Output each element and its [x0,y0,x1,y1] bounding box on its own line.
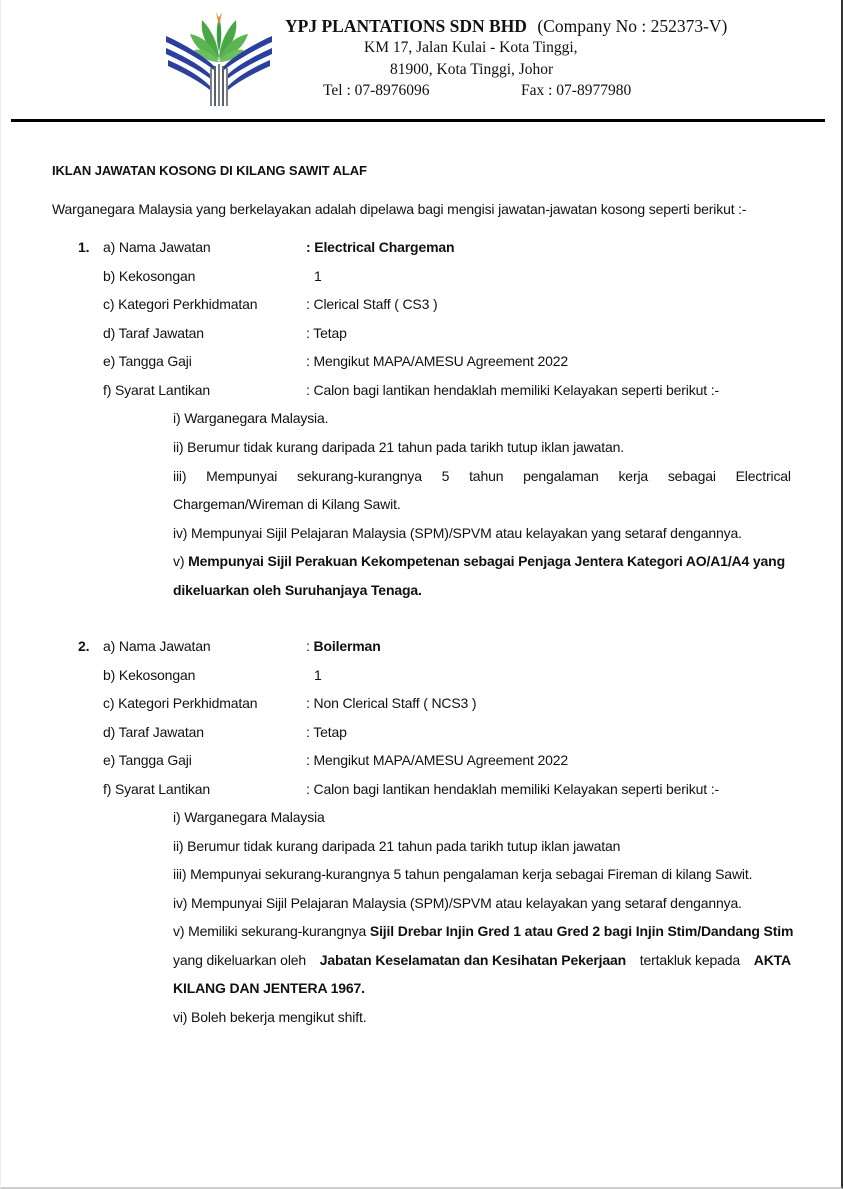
position-number: 1. [78,239,90,255]
requirement-text: tertakluk kepada [639,952,741,968]
requirement-continuation [173,952,791,968]
ypj-leaf-logo-icon [164,6,274,106]
field-value-salary: : Mengikut MAPA/AMESU Agreement 2022 [306,752,569,768]
requirement-item [173,553,785,569]
requirement-prefix: v) Memiliki sekurang-kurangnya [173,923,370,939]
requirement-item: ii) Berumur tidak kurang daripada 21 tahun pada tarikh tutup iklan jawatan [173,838,621,854]
requirement-word: 5 [441,468,450,484]
requirement-word: Mempunyai [206,468,278,484]
requirement-word: pengalaman [523,468,599,484]
requirement-bold-text: Mempunyai Sijil Perakuan Kekompetenan sebagai Penjaga Jentera Kategori AO/A1/A4 yang [188,553,785,569]
requirement-word: sekurang-kurangnya [296,468,422,484]
requirement-item: iv) Mempunyai Sijil Pelajaran Malaysia (SPM)/SPVM atau kelayakan yang setaraf dengannya. [173,895,742,911]
requirement-item: iii) Mempunyai sekurang-kurangnya 5 tahun pengalaman kerja sebagai Fireman di kilang Sawit. [173,866,753,882]
field-label: a) Nama Jawatan [103,239,211,255]
requirement-item: i) Warganegara Malaysia [173,809,325,825]
field-label: c) Kategori Perkhidmatan [103,695,258,711]
header-divider [11,119,825,122]
requirement-item: i) Warganegara Malaysia. [173,410,329,426]
requirement-word: tahun [469,468,504,484]
requirement-item [173,923,793,939]
requirement-bold-text: Sijil Drebar Injin Gred 1 atau Gred 2 bagi Injin Stim/Dandang Stim [369,923,794,939]
field-value-job-title: : Electrical Chargeman [306,239,455,255]
requirement-continuation: Chargeman/Wireman di Kilang Sawit. [173,496,401,512]
requirement-word: kerja [618,468,649,484]
address-line-1: KM 17, Jalan Kulai - Kota Tinggi, [364,39,578,56]
field-value-requirements: : Calon bagi lantikan hendaklah memiliki Kelayakan seperti berikut :- [306,781,719,797]
address-line-2: 81900, Kota Tinggi, Johor [390,61,554,78]
field-label: c) Kategori Perkhidmatan [103,296,258,312]
requirement-continuation: KILANG DAN JENTERA 1967. [173,980,365,996]
job-title: Boilerman [313,638,381,654]
requirement-text: yang dikeluarkan oleh [173,952,307,968]
fax: Fax : 07-8977980 [521,82,632,99]
field-label: e) Tangga Gaji [103,353,192,369]
field-value-status: : Tetap [306,325,347,341]
field-value-status: : Tetap [306,724,347,740]
company-heading [285,16,727,37]
requirement-continuation: dikeluarkan oleh Suruhanjaya Tenaga. [173,582,422,598]
field-value-vacancy: 1 [314,268,322,284]
field-label: e) Tangga Gaji [103,752,192,768]
requirement-item: iv) Mempunyai Sijil Pelajaran Malaysia (SPM)/SPVM atau kelayakan yang setaraf dengannya. [173,525,742,541]
requirement-item [173,468,791,484]
letterhead [1,0,843,120]
requirement-bold-text: Jabatan Keselamatan dan Kesihatan Pekerjaan [319,952,627,968]
requirement-bold-text: AKTA [753,952,791,968]
field-value-job-title [306,638,381,654]
field-label: f) Syarat Lantikan [103,382,211,398]
field-label: d) Taraf Jawatan [103,325,204,341]
intro-paragraph: Warganegara Malaysia yang berkelayakan adalah dipelawa bagi mengisi jawatan-jawatan kosong seperti berikut :- [52,201,747,217]
company-number: (Company No : 252373-V) [537,16,728,36]
field-value-salary: : Mengikut MAPA/AMESU Agreement 2022 [306,353,569,369]
field-label: b) Kekosongan [103,268,196,284]
value-prefix: : [306,638,314,654]
requirement-item: ii) Berumur tidak kurang daripada 21 tahun pada tarikh tutup iklan jawatan. [173,439,625,455]
field-value-category: : Clerical Staff ( CS3 ) [306,296,438,312]
field-label: b) Kekosongan [103,667,196,683]
document-title: IKLAN JAWATAN KOSONG DI KILANG SAWIT ALAF [52,163,367,178]
requirement-word: sebagai [667,468,716,484]
position-number: 2. [78,638,90,654]
requirement-prefix: v) [173,553,189,569]
requirement-item: vi) Boleh bekerja mengikut shift. [173,1009,367,1025]
requirement-word: Electrical [735,468,791,484]
company-name: YPJ PLANTATIONS SDN BHD [285,16,527,36]
field-value-vacancy: 1 [314,667,322,683]
field-value-category: : Non Clerical Staff ( NCS3 ) [306,695,477,711]
field-label: d) Taraf Jawatan [103,724,204,740]
requirement-word: iii) [173,468,187,484]
telephone: Tel : 07-8976096 [323,82,430,99]
field-label: a) Nama Jawatan [103,638,211,654]
field-label: f) Syarat Lantikan [103,781,211,797]
field-value-requirements: : Calon bagi lantikan hendaklah memiliki Kelayakan seperti berikut :- [306,382,719,398]
